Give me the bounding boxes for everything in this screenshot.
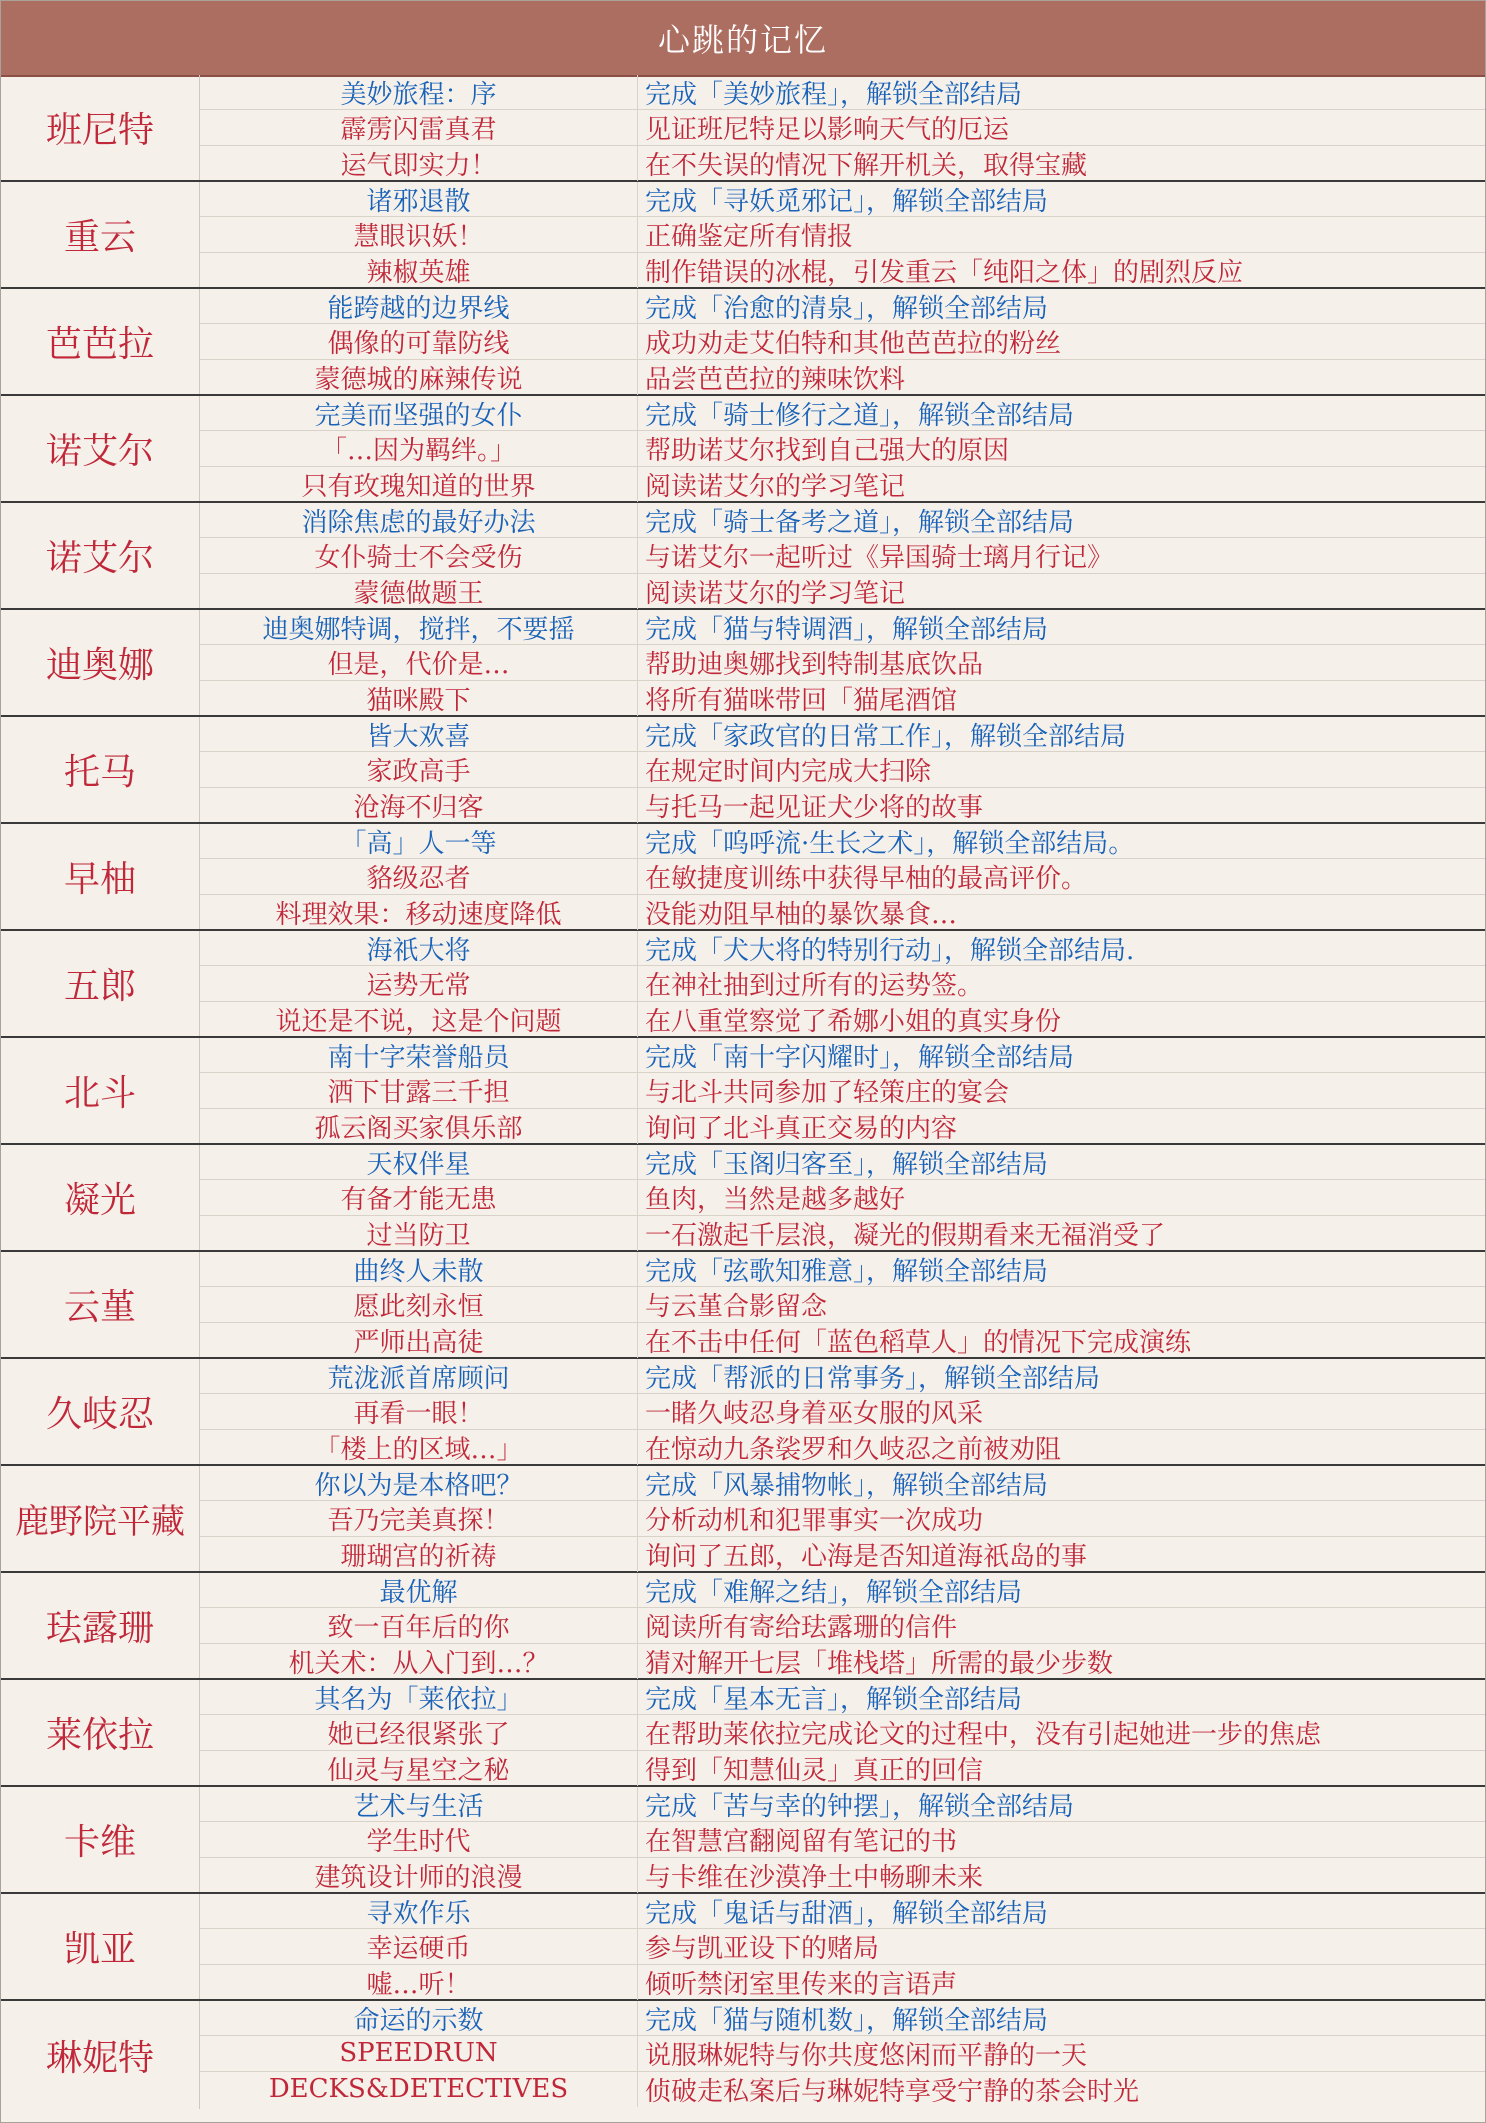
- achievement-description: 完成「呜呼流·生长之术」，解锁全部结局。: [645, 828, 1135, 859]
- achievement-description: 在规定时间内完成大扫除: [645, 756, 932, 787]
- achievement-row: [200, 1608, 1485, 1643]
- achievement-row: [200, 1109, 1485, 1144]
- character-group: [1, 1252, 1485, 1359]
- achievement-row: [200, 895, 1485, 930]
- character-name: 诺艾尔: [1, 503, 200, 608]
- character-name: 迪奥娜: [1, 610, 200, 715]
- achievement-description: 在惊动九条裟罗和久岐忍之前被劝阻: [645, 1434, 1062, 1465]
- achievement-name: 只有玫瑰知道的世界: [200, 467, 638, 502]
- achievement-description: 在不击中任何「蓝色稻草人」的情况下完成演练: [645, 1327, 1192, 1358]
- achievement-name: 运势无常: [200, 966, 638, 1000]
- achievement-name: 「…因为羁绊。」: [200, 431, 638, 465]
- achievement-description: 与托马一起见证犬少将的故事: [645, 792, 984, 823]
- achievement-name: 艺术与生活: [200, 1787, 638, 1821]
- achievement-list: [200, 289, 1485, 394]
- achievement-description: 询问了五郎，心海是否知道海祇岛的事: [645, 1541, 1088, 1572]
- achievement-row: [200, 931, 1485, 966]
- achievement-name: 其名为「莱依拉」: [200, 1680, 638, 1714]
- achievement-name: 学生时代: [200, 1822, 638, 1856]
- achievement-row: [200, 2036, 1485, 2071]
- title-bar: [1, 1, 1485, 77]
- character-group: [1, 1573, 1485, 1680]
- achievement-name: 寻欢作乐: [200, 1894, 638, 1928]
- achievement-row: [200, 396, 1485, 431]
- achievement-description: 完成「南十字闪耀时」，解锁全部结局: [645, 1042, 1075, 1073]
- character-name: 鹿野院平藏: [1, 1466, 200, 1571]
- achievement-row: [200, 324, 1485, 359]
- achievement-name: 严师出高徒: [200, 1323, 638, 1358]
- character-name: 诺艾尔: [1, 396, 200, 501]
- achievement-name: 她已经很紧张了: [200, 1715, 638, 1749]
- character-name: 珐露珊: [1, 1573, 200, 1678]
- achievement-row: [200, 1537, 1485, 1572]
- achievement-description: 与诺艾尔一起听过《异国骑士璃月行记》: [645, 542, 1114, 573]
- achievement-row: [200, 538, 1485, 573]
- achievement-row: [200, 1894, 1485, 1929]
- achievement-list: [200, 2001, 1485, 2109]
- achievement-row: [200, 1573, 1485, 1608]
- achievement-description: 完成「寻妖觅邪记」，解锁全部结局: [645, 186, 1049, 217]
- achievement-name: 机关术：从入门到…？: [200, 1644, 638, 1679]
- achievement-name: 仙灵与星空之秘: [200, 1751, 638, 1786]
- achievement-name: 再看一眼！: [200, 1394, 638, 1428]
- achievement-list: [200, 1573, 1485, 1678]
- achievement-row: [200, 1216, 1485, 1251]
- achievement-description: 正确鉴定所有情报: [645, 221, 854, 252]
- achievement-description: 一睹久岐忍身着巫女服的风采: [645, 1398, 984, 1429]
- achievement-name: 愿此刻永恒: [200, 1287, 638, 1321]
- achievement-name: 嘘…听！: [200, 1965, 638, 2000]
- achievement-row: [200, 431, 1485, 466]
- achievement-description: 完成「犬大将的特别行动」，解锁全部结局.: [645, 935, 1135, 966]
- achievement-row: [200, 717, 1485, 752]
- character-name: 班尼特: [1, 75, 200, 180]
- achievement-name: 天权伴星: [200, 1145, 638, 1179]
- achievement-description: 完成「星本无言」，解锁全部结局: [645, 1684, 1023, 1715]
- character-group: [1, 1680, 1485, 1787]
- achievement-name: 诸邪退散: [200, 182, 638, 216]
- character-name: 芭芭拉: [1, 289, 200, 394]
- character-group: [1, 1359, 1485, 1466]
- character-name: 五郎: [1, 931, 200, 1036]
- achievement-name: 家政高手: [200, 752, 638, 786]
- achievement-row: [200, 574, 1485, 609]
- achievement-list: [200, 1038, 1485, 1143]
- achievement-list: [200, 75, 1485, 180]
- achievement-name: 「楼上的区域…」: [200, 1430, 638, 1465]
- achievement-description: 在不失误的情况下解开机关，取得宝藏: [645, 150, 1088, 181]
- achievement-name: 猫咪殿下: [200, 681, 638, 716]
- character-group: [1, 2001, 1485, 2109]
- character-group: [1, 503, 1485, 610]
- achievement-description: 完成「难解之结」，解锁全部结局: [645, 1577, 1023, 1608]
- achievement-name: 蒙德城的麻辣传说: [200, 360, 638, 395]
- achievement-name: 辣椒英雄: [200, 253, 638, 288]
- achievement-row: [200, 1073, 1485, 1108]
- achievement-row: [200, 1394, 1485, 1429]
- achievement-name: 南十字荣誉船员: [200, 1038, 638, 1072]
- character-group: [1, 1038, 1485, 1145]
- achievement-list: [200, 1252, 1485, 1357]
- achievement-row: [200, 1751, 1485, 1786]
- character-group: [1, 931, 1485, 1038]
- achievement-description: 完成「玉阁归客至」，解锁全部结局: [645, 1149, 1049, 1180]
- achievement-row: [200, 1822, 1485, 1857]
- achievement-row: [200, 1359, 1485, 1394]
- achievement-description: 在智慧宫翻阅留有笔记的书: [645, 1826, 958, 1857]
- achievement-row: [200, 1787, 1485, 1822]
- character-name: 托马: [1, 717, 200, 822]
- achievement-description: 制作错误的冰棍，引发重云「纯阳之体」的剧烈反应: [645, 257, 1244, 288]
- achievement-description: 完成「猫与随机数」，解锁全部结局: [645, 2005, 1049, 2036]
- achievement-list: [200, 1787, 1485, 1892]
- achievement-name: 料理效果：移动速度降低: [200, 895, 638, 930]
- achievement-name: 但是，代价是…: [200, 645, 638, 679]
- character-groups: [1, 75, 1485, 2109]
- achievement-list: [200, 1894, 1485, 1999]
- character-group: [1, 610, 1485, 717]
- achievement-description: 完成「弦歌知雅意」，解锁全部结局: [645, 1256, 1049, 1287]
- achievement-list: [200, 717, 1485, 822]
- character-name: 北斗: [1, 1038, 200, 1143]
- achievement-row: [200, 1430, 1485, 1465]
- character-name: 久岐忍: [1, 1359, 200, 1464]
- achievement-row: [200, 1180, 1485, 1215]
- achievement-row: [200, 182, 1485, 217]
- achievement-row: [200, 253, 1485, 288]
- achievement-list: [200, 1466, 1485, 1571]
- character-group: [1, 1145, 1485, 1252]
- achievement-description: 完成「风暴捕物帐」，解锁全部结局: [645, 1470, 1049, 1501]
- achievement-row: [200, 824, 1485, 859]
- achievement-name: 珊瑚宫的祈祷: [200, 1537, 638, 1572]
- achievement-description: 与卡维在沙漠净土中畅聊未来: [645, 1862, 984, 1893]
- achievement-description: 与云堇合影留念: [645, 1291, 828, 1322]
- achievement-description: 侦破走私案后与琳妮特享受宁静的茶会时光: [645, 2076, 1140, 2107]
- achievement-row: [200, 1929, 1485, 1964]
- achievement-row: [200, 645, 1485, 680]
- achievement-name: 偶像的可靠防线: [200, 324, 638, 358]
- achievement-row: [200, 610, 1485, 645]
- achievement-row: [200, 859, 1485, 894]
- achievement-name: 能跨越的边界线: [200, 289, 638, 323]
- achievement-name: 皆大欢喜: [200, 717, 638, 751]
- achievement-name: 孤云阁买家俱乐部: [200, 1109, 638, 1144]
- achievement-row: [200, 1038, 1485, 1073]
- character-group: [1, 717, 1485, 824]
- achievement-row: [200, 360, 1485, 395]
- achievement-description: 完成「苦与幸的钟摆」，解锁全部结局: [645, 1791, 1075, 1822]
- achievement-row: [200, 2072, 1485, 2107]
- achievement-row: [200, 1644, 1485, 1679]
- achievement-list: [200, 1680, 1485, 1785]
- achievement-list: [200, 1145, 1485, 1250]
- achievement-list: [200, 824, 1485, 929]
- achievement-row: [200, 1680, 1485, 1715]
- achievement-name: 海祇大将: [200, 931, 638, 965]
- achievement-description: 见证班尼特足以影响天气的厄运: [645, 114, 1010, 145]
- achievement-description: 询问了北斗真正交易的内容: [645, 1113, 958, 1144]
- achievement-list: [200, 182, 1485, 287]
- achievement-name: 最优解: [200, 1573, 638, 1607]
- achievement-row: [200, 1145, 1485, 1180]
- achievement-name: SPEEDRUN: [200, 2036, 638, 2070]
- achievement-description: 没能劝阻早柚的暴饮暴食…: [645, 899, 958, 930]
- achievement-list: [200, 396, 1485, 501]
- character-name: 莱依拉: [1, 1680, 200, 1785]
- achievement-description: 参与凯亚设下的赌局: [645, 1933, 880, 1964]
- achievement-description: 完成「猫与特调酒」，解锁全部结局: [645, 614, 1049, 645]
- achievement-name: 曲终人未散: [200, 1252, 638, 1286]
- character-group: [1, 75, 1485, 182]
- achievement-name: 沧海不归客: [200, 788, 638, 823]
- achievement-row: [200, 1287, 1485, 1322]
- achievement-name: 貉级忍者: [200, 859, 638, 893]
- achievement-description: 将所有猫咪带回「猫尾酒馆: [645, 685, 958, 716]
- achievement-row: [200, 681, 1485, 716]
- achievement-row: [200, 2001, 1485, 2036]
- achievement-name: 说还是不说，这是个问题: [200, 1002, 638, 1037]
- character-group: [1, 289, 1485, 396]
- character-group: [1, 824, 1485, 931]
- achievement-row: [200, 75, 1485, 110]
- achievement-description: 品尝芭芭拉的辣味饮料: [645, 364, 906, 395]
- achievement-description: 在八重堂察觉了希娜小姐的真实身份: [645, 1006, 1062, 1037]
- achievement-row: [200, 1965, 1485, 2000]
- achievement-description: 与北斗共同参加了轻策庄的宴会: [645, 1077, 1010, 1108]
- achievement-description: 成功劝走艾伯特和其他芭芭拉的粉丝: [645, 328, 1062, 359]
- character-group: [1, 1787, 1485, 1894]
- achievement-description: 得到「知慧仙灵」真正的回信: [645, 1755, 984, 1786]
- achievement-row: [200, 1501, 1485, 1536]
- achievement-description: 倾听禁闭室里传来的言语声: [645, 1969, 958, 2000]
- achievement-description: 完成「美妙旅程」，解锁全部结局: [645, 79, 1023, 110]
- achievement-list: [200, 931, 1485, 1036]
- achievement-name: 命运的示数: [200, 2001, 638, 2035]
- achievement-description: 完成「帮派的日常事务」，解锁全部结局: [645, 1363, 1101, 1394]
- achievement-row: [200, 1002, 1485, 1037]
- achievement-description: 分析动机和犯罪事实一次成功: [645, 1505, 984, 1536]
- achievement-name: 你以为是本格吧？: [200, 1466, 638, 1500]
- achievement-description: 说服琳妮特与你共度悠闲而平静的一天: [645, 2040, 1088, 2071]
- achievement-name: 过当防卫: [200, 1216, 638, 1251]
- achievement-name: 消除焦虑的最好办法: [200, 503, 638, 537]
- achievement-row: [200, 289, 1485, 324]
- character-group: [1, 1894, 1485, 2001]
- character-name: 重云: [1, 182, 200, 287]
- achievement-name: 女仆骑士不会受伤: [200, 538, 638, 572]
- achievement-row: [200, 788, 1485, 823]
- achievement-name: 美妙旅程：序: [200, 75, 638, 109]
- character-group: [1, 182, 1485, 289]
- achievement-row: [200, 467, 1485, 502]
- achievement-list: [200, 503, 1485, 608]
- achievement-name: 幸运硬币: [200, 1929, 638, 1963]
- character-name: 卡维: [1, 1787, 200, 1892]
- achievement-row: [200, 217, 1485, 252]
- achievement-description: 在敏捷度训练中获得早柚的最高评价。: [645, 863, 1088, 894]
- achievement-name: 慧眼识妖！: [200, 217, 638, 251]
- achievement-row: [200, 1858, 1485, 1893]
- character-group: [1, 1466, 1485, 1573]
- achievement-row: [200, 503, 1485, 538]
- achievement-description: 完成「骑士修行之道」，解锁全部结局: [645, 400, 1075, 431]
- character-name: 云堇: [1, 1252, 200, 1357]
- achievement-list: [200, 1359, 1485, 1464]
- achievement-row: [200, 1715, 1485, 1750]
- achievement-name: 蒙德做题王: [200, 574, 638, 609]
- achievement-description: 帮助迪奥娜找到特制基底饮品: [645, 649, 984, 680]
- achievement-name: 迪奥娜特调，搅拌，不要摇: [200, 610, 638, 644]
- achievement-description: 猜对解开七层「堆栈塔」所需的最少步数: [645, 1648, 1114, 1679]
- achievement-description: 在帮助莱依拉完成论文的过程中，没有引起她进一步的焦虑: [645, 1719, 1322, 1750]
- achievement-description: 阅读所有寄给珐露珊的信件: [645, 1612, 958, 1643]
- achievement-row: [200, 1466, 1485, 1501]
- achievement-name: 完美而坚强的女仆: [200, 396, 638, 430]
- achievement-description: 一石激起千层浪，凝光的假期看来无福消受了: [645, 1220, 1166, 1251]
- achievement-name: 建筑设计师的浪漫: [200, 1858, 638, 1893]
- achievement-name: 吾乃完美真探！: [200, 1501, 638, 1535]
- achievement-row: [200, 966, 1485, 1001]
- achievement-description: 完成「鬼话与甜酒」，解锁全部结局: [645, 1898, 1049, 1929]
- achievement-name: 「高」人一等: [200, 824, 638, 858]
- achievement-name: 霹雳闪雷真君: [200, 110, 638, 144]
- achievement-name: 荒泷派首席顾问: [200, 1359, 638, 1393]
- achievement-list: [200, 610, 1485, 715]
- achievement-description: 完成「治愈的清泉」，解锁全部结局: [645, 293, 1049, 324]
- achievement-description: 阅读诺艾尔的学习笔记: [645, 471, 906, 502]
- character-name: 凯亚: [1, 1894, 200, 1999]
- achievement-row: [200, 752, 1485, 787]
- character-name: 凝光: [1, 1145, 200, 1250]
- achievement-row: [200, 146, 1485, 181]
- page-title: 心跳的记忆: [657, 21, 828, 59]
- achievement-description: 完成「家政官的日常工作」，解锁全部结局: [645, 721, 1127, 752]
- achievement-row: [200, 110, 1485, 145]
- achievement-description: 阅读诺艾尔的学习笔记: [645, 578, 906, 609]
- achievement-description: 帮助诺艾尔找到自己强大的原因: [645, 435, 1010, 466]
- achievement-name: 致一百年后的你: [200, 1608, 638, 1642]
- character-group: [1, 396, 1485, 503]
- character-name: 琳妮特: [1, 2001, 200, 2109]
- achievement-description: 鱼肉，当然是越多越好: [645, 1184, 906, 1215]
- achievement-description: 完成「骑士备考之道」，解锁全部结局: [645, 507, 1075, 538]
- character-name: 早柚: [1, 824, 200, 929]
- achievement-description: 在神社抽到过所有的运势签。: [645, 970, 984, 1001]
- achievement-name: 有备才能无患: [200, 1180, 638, 1214]
- achievement-name: DECKS&DETECTIVES: [200, 2072, 638, 2107]
- achievement-row: [200, 1323, 1485, 1358]
- achievement-name: 洒下甘露三千担: [200, 1073, 638, 1107]
- achievement-name: 运气即实力！: [200, 146, 638, 181]
- achievement-row: [200, 1252, 1485, 1287]
